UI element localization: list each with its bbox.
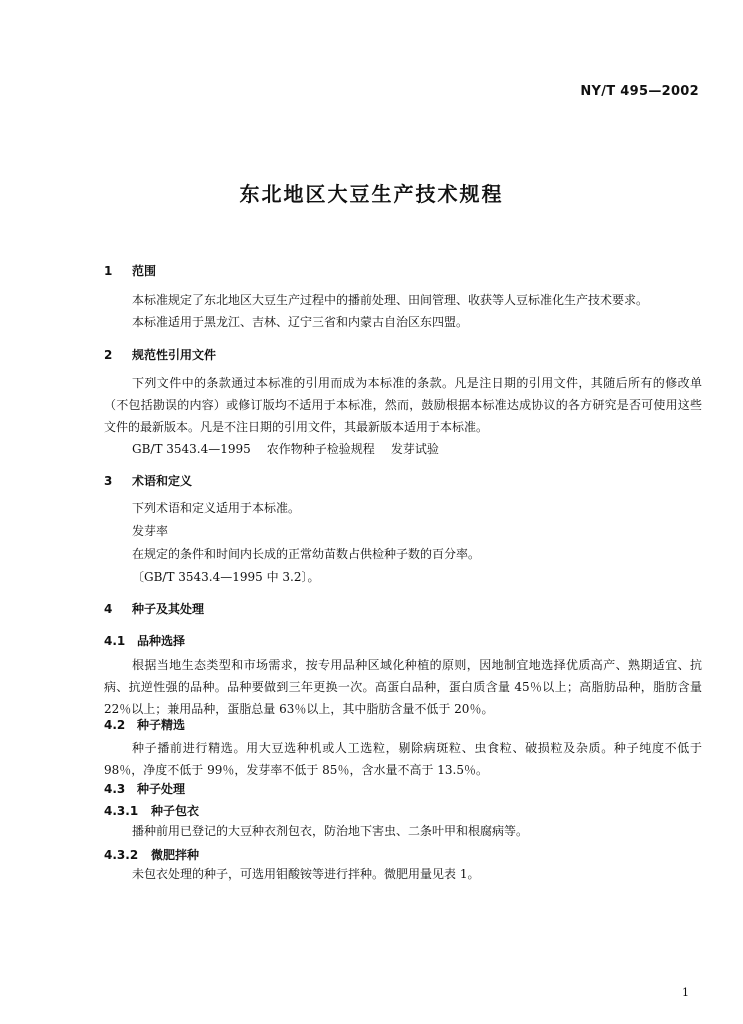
standard-number: NY/T 495—2002 [580, 84, 699, 99]
section-title: 范围 [132, 264, 157, 278]
reference-code: GB/T 3543.4—1995 [132, 442, 251, 456]
section-2-heading [104, 346, 216, 363]
section-number: 4.3.1 [104, 804, 139, 818]
section-number: 3 [104, 474, 113, 488]
term-source: 〔GB/T 3543.4—1995 中 3.2〕。 [132, 570, 320, 584]
s4-3-1-paragraph: 播种前用已登记的大豆种衣剂包衣，防治地下害虫、二条叶甲和根腐病等。 [132, 824, 529, 838]
section-4-2-heading [104, 716, 185, 733]
section-title: 种子处理 [137, 782, 186, 796]
section-number: 4.1 [104, 634, 126, 648]
section-title: 种子包衣 [151, 804, 200, 818]
section-title: 微肥拌种 [151, 848, 200, 862]
reference-part: 发芽试验 [390, 442, 439, 456]
s4-2-paragraph: 种子播前进行精选。用大豆选种机或人工选粒，剔除病斑粒、虫食粒、破损粒及杂质。种子纯度不低于 98％，净度不低于 99％，发芽率不低于 85％，含水量不高于 13.5％。 [104, 741, 702, 777]
section-title: 种子及其处理 [132, 602, 205, 616]
reference-name: 农作物种子检验规程 [266, 442, 375, 456]
section-4-3-2-heading [104, 846, 199, 863]
document-title: 东北地区大豆生产技术规程 [239, 182, 504, 206]
s2-paragraph: 下列文件中的条款通过本标准的引用而成为本标准的条款。凡是注日期的引用文件，其随后所有的修改单（不包括勘误的内容）或修订版均不适用于本标准，然而，鼓励根据本标准达成协议的各方研究是否可使用这些文件的最新版本。凡是不注日期的引用文件，其最新版本适用于本标准。 [104, 376, 702, 434]
section-number: 4.3.2 [104, 848, 139, 862]
s4-1-paragraph: 根据当地生态类型和市场需求，按专用品种区域化种植的原则，因地制宜地选择优质高产、熟期适宜、抗病、抗逆性强的品种。品种要做到三年更换一次。高蛋白品种，蛋白质含量 45％以上；高脂肪品种，脂肪含量 22％以上；兼用品种，蛋脂总量 63％以上，其中脂肪含量不低于 20％。 [104, 658, 702, 716]
s4-3-2-paragraph: 未包衣处理的种子，可选用钼酸铵等进行拌种。微肥用量见表 1。 [132, 867, 480, 881]
term-name: 发芽率 [132, 524, 169, 538]
page-number: 1 [682, 986, 689, 999]
section-number: 2 [104, 348, 113, 362]
s1-paragraph-1: 本标准规定了东北地区大豆生产过程中的播前处理、田间管理、收获等人豆标准化生产技术要求。 [132, 293, 649, 307]
section-title: 种子精选 [137, 718, 186, 732]
section-4-3-heading [104, 780, 185, 797]
section-4-heading [104, 600, 204, 617]
normative-reference [132, 440, 439, 457]
section-1-heading [104, 262, 156, 279]
s3-line-1: 下列术语和定义适用于本标准。 [132, 501, 301, 515]
section-number: 4 [104, 602, 113, 616]
section-title: 术语和定义 [132, 474, 193, 488]
section-number: 4.3 [104, 782, 126, 796]
s1-paragraph-2: 本标准适用于黑龙江、吉林、辽宁三省和内蒙古自治区东四盟。 [132, 315, 469, 329]
section-title: 品种选择 [137, 634, 186, 648]
section-number: 1 [104, 264, 113, 278]
section-3-heading [104, 472, 192, 489]
term-definition: 在规定的条件和时间内长成的正常幼苗数占供检种子数的百分率。 [132, 547, 481, 561]
section-4-1-heading [104, 632, 185, 649]
section-title: 规范性引用文件 [132, 348, 217, 362]
section-4-3-1-heading [104, 802, 199, 819]
section-number: 4.2 [104, 718, 126, 732]
